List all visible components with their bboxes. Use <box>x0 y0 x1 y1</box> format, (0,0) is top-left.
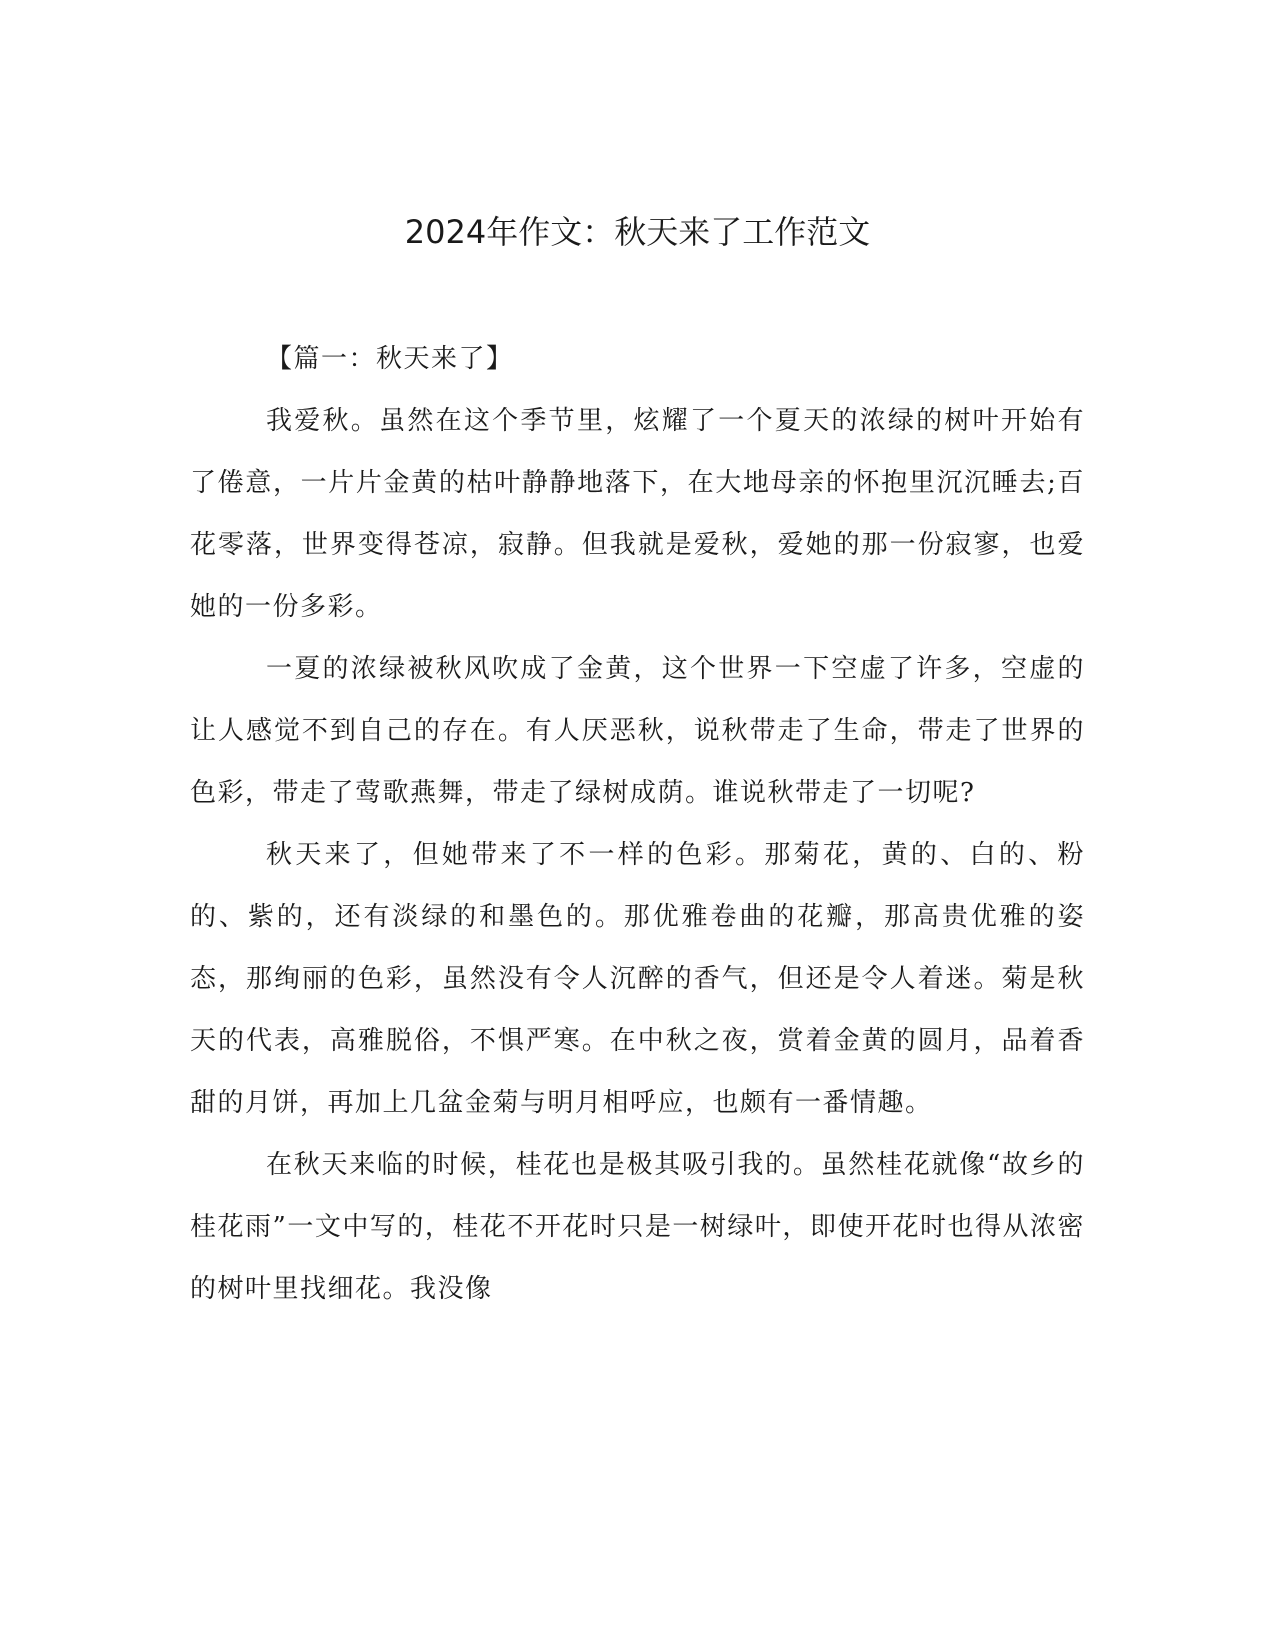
document-body <box>190 328 1085 1320</box>
paragraph-1: 我爱秋。虽然在这个季节里，炫耀了一个夏天的浓绿的树叶开始有了倦意，一片片金黄的枯叶静静地落下，在大地母亲的怀抱里沉沉睡去;百花零落，世界变得苍凉，寂静。但我就是爱秋，爱她的那一份寂寥，也爱她的一份多彩。 <box>190 406 1085 622</box>
paragraph-4: 在秋天来临的时候，桂花也是极其吸引我的。虽然桂花就像“故乡的桂花雨”一文中写的，桂花不开花时只是一树绿叶，即使开花时也得从浓密的树叶里找细花。我没像 <box>190 1150 1085 1304</box>
paragraph-2: 一夏的浓绿被秋风吹成了金黄，这个世界一下空虚了许多，空虚的让人感觉不到自己的存在。有人厌恶秋，说秋带走了生命，带走了世界的色彩，带走了莺歌燕舞，带走了绿树成荫。谁说秋带走了一切呢? <box>190 654 1085 808</box>
document-title: 2024年作文：秋天来了工作范文 <box>404 213 871 251</box>
section-heading: 【篇一：秋天来了】 <box>266 344 514 374</box>
paragraph-3: 秋天来了，但她带来了不一样的色彩。那菊花，黄的、白的、粉的、紫的，还有淡绿的和墨色的。那优雅卷曲的花瓣，那高贵优雅的姿态，那绚丽的色彩，虽然没有令人沉醉的香气，但还是令人着迷。菊是秋天的代表，高雅脱俗，不惧严寒。在中秋之夜，赏着金黄的圆月，品着香甜的月饼，再加上几盆金菊与明月相呼应，也颇有一番情趣。 <box>190 840 1085 1118</box>
